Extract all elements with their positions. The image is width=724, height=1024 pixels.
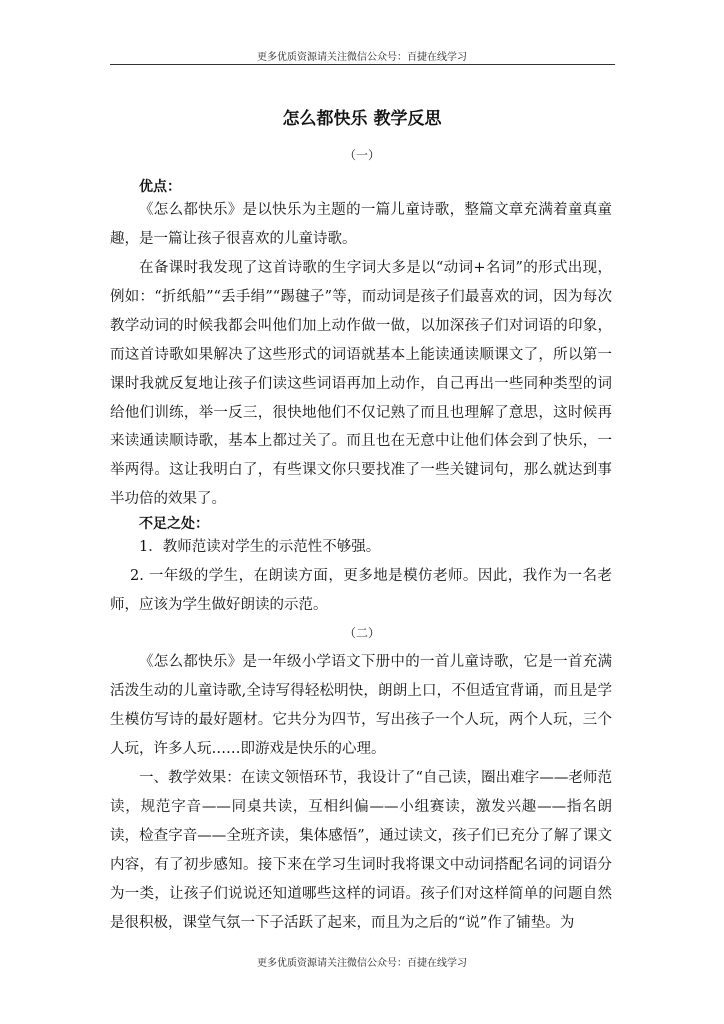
page-header: 更多优质资源请关注微信公众号：百捷在线学习	[257, 52, 467, 63]
section1-para1: 《怎么都快乐》是以快乐为主题的一篇儿童诗歌，整篇文章充满着童真童趣，是一篇让孩子很喜欢的儿童诗歌。	[110, 202, 612, 247]
section-marker-2: （二）	[343, 626, 380, 640]
shortcoming-item-2: 2. 一年级的学生，在朗读方面，更多地是模仿老师。因此，我作为一名老师，应该为学生做好朗读的示范。	[110, 568, 612, 613]
header-rule	[110, 64, 615, 65]
section2-para2: 一、教学效果：在读文领悟环节，我设计了“自己读，圈出难字——老师范读，规范字音——同桌共读，互相纠偏——小组赛读，激发兴趣——指名朗读，检查字音——全班齐读，集体感悟”，通过读文，孩子们已充分了解了课文内容，有了初步感知。接下来在学习生词时我将课文中动词搭配名词的词语分为一类，让孩子们说说还知道哪些这样的词语。孩子们对这样简单的问题自然是很积极，课堂气氛一下子活跃了起来，而且为之后的“说”作了铺垫。为	[110, 770, 612, 931]
section1-para2: 在备课时我发现了这首诗歌的生字词大多是以“动词+名词”的形式出现，例如：“折纸船”“丢手绢”“踢毽子”等，而动词是孩子们最喜欢的词，因为每次教学动词的时候我都会叫他们加上动作做一做，以加深孩子们对词语的印象，而这首诗歌如果解决了这些形式的词语就基本上能读通读顺课文了，所以第一课时我就反复地让孩子们读这些词语再加上动作，自己再出一些同种类型的词给他们训练，举一反三，很快地他们不仅记熟了而且也理解了意思，这时候再来读通读顺诗歌，基本上都过关了。而且也在无意中让他们体会到了快乐，一举两得。这让我明白了，有些课文你只要找准了一些关键词句，那么就达到事半功倍的效果了。	[110, 260, 612, 508]
page-footer: 更多优质资源请关注微信公众号：百捷在线学习	[257, 958, 467, 969]
page-title: 怎么都快乐 教学反思	[282, 109, 442, 129]
shortcoming-item-1: 1．教师范读对学生的示范性不够强。	[139, 539, 381, 555]
section-marker-1: （一）	[343, 148, 380, 162]
section2-para1: 《怎么都快乐》是一年级小学语文下册中的一首儿童诗歌，它是一首充满活泼生动的儿童诗歌,全诗写得轻松明快，朗朗上口，不但适宜背诵，而且是学生模仿写诗的最好题材。它共分为四节，写出孩子一个人玩，两个人玩，三个人玩，许多人玩……即游戏是快乐的心理。	[110, 654, 612, 757]
shortcomings-label: 不足之处：	[139, 516, 209, 532]
merits-label: 优点：	[139, 179, 181, 195]
